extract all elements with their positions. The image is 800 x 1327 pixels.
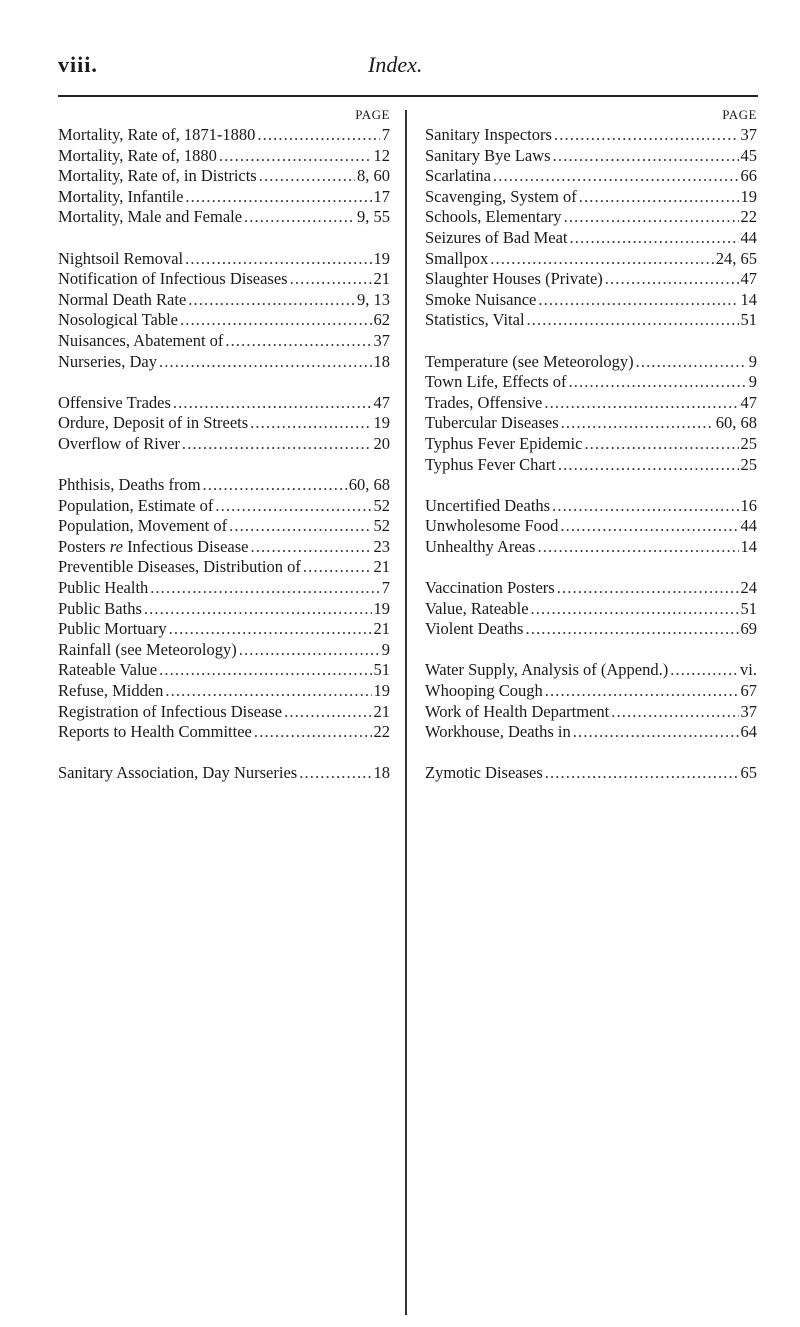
dot-leader	[159, 660, 371, 681]
entry-label: Mortality, Infantile	[58, 186, 184, 206]
index-entry	[425, 455, 757, 476]
index-entry	[58, 331, 390, 352]
page-folio: viii.	[58, 52, 98, 77]
index-groups	[425, 125, 757, 784]
group-gap	[58, 455, 390, 476]
entry-pages: 62	[373, 310, 390, 330]
entry-pages: 24	[740, 578, 757, 598]
dot-leader	[185, 187, 371, 208]
entry-label: Sanitary Inspectors	[425, 125, 552, 144]
entry-label: Zymotic Diseases	[425, 763, 543, 783]
dot-leader	[169, 619, 372, 640]
entry-label: Preventible Diseases, Distribution of	[58, 557, 301, 577]
index-entry	[58, 207, 390, 228]
entry-label: Slaughter Houses (Private)	[425, 269, 603, 289]
entry-label: Nuisances, Abatement of	[58, 330, 224, 350]
entry-label: Mortality, Rate of, in Districts	[58, 166, 257, 186]
index-column-left	[58, 105, 390, 784]
page-title: Index.	[368, 52, 423, 77]
index-entry	[58, 187, 390, 208]
dot-leader	[553, 146, 739, 167]
entry-label: Water Supply, Analysis of (Append.)	[425, 660, 669, 680]
entry-pages: vi.	[740, 660, 757, 680]
dot-leader	[545, 763, 739, 784]
dot-leader	[670, 660, 738, 681]
dot-leader	[605, 269, 739, 290]
entry-label: Public Health	[58, 578, 149, 598]
entry-pages: 18	[373, 763, 390, 783]
dot-leader	[284, 702, 371, 723]
entry-pages: 65	[740, 763, 757, 783]
entry-pages: 51	[373, 660, 390, 680]
entry-pages: 25	[740, 454, 757, 474]
entry-pages: 9	[748, 351, 757, 371]
dot-leader	[290, 269, 372, 290]
dot-leader	[569, 372, 747, 393]
index-entry	[425, 537, 757, 558]
entry-pages: 23	[373, 536, 390, 556]
dot-leader	[303, 557, 372, 578]
entry-label: Value, Rateable	[425, 598, 529, 618]
entry-label: Public Baths	[58, 598, 142, 618]
entry-pages: 45	[740, 145, 757, 165]
index-entry	[425, 434, 757, 455]
index-entry	[425, 166, 757, 187]
entry-label: Nightsoil Removal	[58, 248, 184, 268]
entry-pages: 37	[740, 701, 757, 721]
dot-leader	[239, 640, 380, 661]
group-gap	[425, 475, 757, 496]
dot-leader	[561, 413, 714, 434]
dot-leader	[560, 516, 738, 537]
header-rule	[58, 95, 758, 97]
entry-label: Nosological Table	[58, 310, 178, 330]
entry-label: Phthisis, Deaths from	[58, 475, 201, 495]
index-entry	[425, 290, 757, 311]
entry-pages: 21	[373, 701, 390, 721]
entry-pages: 69	[740, 619, 757, 639]
entry-pages: 24, 65	[715, 248, 757, 268]
entry-label: Smallpox	[425, 248, 489, 268]
entry-label: Workhouse, Deaths in	[425, 722, 571, 742]
index-entry	[425, 352, 757, 373]
entry-label: Refuse, Midden	[58, 681, 164, 701]
entry-pages: 14	[740, 289, 757, 309]
index-entry	[425, 599, 757, 620]
index-entry	[425, 660, 757, 681]
entry-pages: 19	[373, 681, 390, 701]
entry-label: Registration of Infectious Disease	[58, 701, 283, 721]
entry-label: Posters re Infectious Disease	[58, 536, 249, 556]
entry-pages: 60, 68	[715, 413, 757, 433]
entry-label: Temperature (see Meteorology)	[425, 351, 634, 371]
index-entry	[58, 599, 390, 620]
entry-pages: 9	[748, 372, 757, 392]
entry-pages: 9	[381, 639, 390, 659]
dot-leader	[182, 434, 372, 455]
dot-leader	[611, 702, 738, 723]
group-gap	[58, 228, 390, 249]
entry-pages: 67	[740, 681, 757, 701]
index-entry	[425, 125, 757, 146]
index-entry	[58, 352, 390, 373]
index-entry	[425, 393, 757, 414]
entry-label: Typhus Fever Epidemic	[425, 433, 583, 453]
entry-label: Sanitary Association, Day Nurseries	[58, 763, 298, 783]
index-entry	[58, 393, 390, 414]
entry-label: Notification of Infectious Diseases	[58, 269, 288, 289]
index-entry	[425, 187, 757, 208]
entry-label: Mortality, Rate of, 1880	[58, 145, 217, 165]
index-entry	[425, 413, 757, 434]
entry-pages: 47	[740, 269, 757, 289]
index-entry	[425, 249, 757, 270]
entry-pages: 17	[373, 186, 390, 206]
entry-pages: 21	[373, 269, 390, 289]
index-entry	[58, 722, 390, 743]
entry-pages: 66	[740, 166, 757, 186]
column-divider	[405, 110, 407, 1315]
entry-pages: 47	[373, 392, 390, 412]
entry-label: Schools, Elementary	[425, 207, 562, 227]
entry-label: Ordure, Deposit of in Streets	[58, 413, 249, 433]
index-entry	[425, 763, 757, 784]
entry-pages: 7	[381, 125, 390, 144]
entry-pages: 64	[740, 722, 757, 742]
entry-pages: 47	[740, 392, 757, 412]
dot-leader	[573, 722, 739, 743]
index-entry	[425, 722, 757, 743]
dot-leader	[250, 413, 371, 434]
dot-leader	[159, 352, 372, 373]
entry-label: Statistics, Vital	[425, 310, 525, 330]
entry-label: Unwholesome Food	[425, 516, 559, 536]
entry-pages: 52	[373, 495, 390, 515]
index-entry	[58, 146, 390, 167]
index-entry	[425, 496, 757, 517]
dot-leader	[150, 578, 379, 599]
dot-leader	[531, 599, 739, 620]
entry-label: Sanitary Bye Laws	[425, 145, 551, 165]
index-entry	[58, 660, 390, 681]
index-entry	[425, 310, 757, 331]
entry-label: Population, Movement of	[58, 516, 228, 536]
dot-leader	[544, 393, 738, 414]
index-entry	[58, 413, 390, 434]
entry-label: Overflow of River	[58, 433, 180, 453]
index-entry	[58, 496, 390, 517]
dot-leader	[173, 393, 372, 414]
entry-label: Seizures of Bad Meat	[425, 227, 568, 247]
dot-leader	[165, 681, 371, 702]
entry-pages: 9, 13	[357, 289, 390, 309]
entry-pages: 12	[373, 145, 390, 165]
entry-label: Offensive Trades	[58, 392, 171, 412]
index-entry	[58, 475, 390, 496]
entry-label: Vaccination Posters	[425, 578, 555, 598]
dot-leader	[545, 681, 739, 702]
dot-leader	[493, 166, 739, 187]
entry-label: Trades, Offensive	[425, 392, 543, 412]
index-column-right	[425, 105, 757, 784]
index-entry	[425, 207, 757, 228]
group-gap	[58, 743, 390, 764]
entry-label: Scarlatina	[425, 166, 491, 186]
entry-pages: 19	[373, 598, 390, 618]
entry-pages: 7	[381, 578, 390, 598]
dot-leader	[570, 228, 739, 249]
dot-leader	[584, 434, 738, 455]
dot-leader	[180, 310, 372, 331]
entry-label: Normal Death Rate	[58, 289, 187, 309]
entry-label: Nurseries, Day	[58, 351, 157, 371]
entry-label: Unhealthy Areas	[425, 536, 536, 556]
entry-label: Violent Deaths	[425, 619, 524, 639]
entry-pages: 9, 55	[357, 207, 390, 227]
entry-pages: 14	[740, 536, 757, 556]
entry-pages: 21	[373, 557, 390, 577]
dot-leader	[225, 331, 371, 352]
group-gap	[58, 372, 390, 393]
index-entry	[425, 619, 757, 640]
dot-leader	[188, 290, 355, 311]
index-entry	[58, 290, 390, 311]
index-entry	[425, 228, 757, 249]
index-entry	[58, 249, 390, 270]
entry-pages: 20	[373, 433, 390, 453]
index-entry	[425, 702, 757, 723]
entry-pages: 19	[373, 248, 390, 268]
entry-pages: 44	[740, 227, 757, 247]
entry-label: Tubercular Diseases	[425, 413, 559, 433]
entry-label: Population, Estimate of	[58, 495, 214, 515]
index-entry	[58, 619, 390, 640]
dot-leader	[490, 249, 713, 270]
entry-pages: 60, 68	[348, 475, 390, 495]
group-gap	[425, 743, 757, 764]
entry-pages: 8, 60	[357, 166, 390, 186]
entry-label: Town Life, Effects of	[425, 372, 567, 392]
index-entry	[58, 125, 390, 146]
entry-pages: 22	[740, 207, 757, 227]
dot-leader	[257, 125, 379, 146]
index-entry	[58, 166, 390, 187]
dot-leader	[215, 496, 371, 517]
entry-label: Mortality, Male and Female	[58, 207, 243, 227]
dot-leader	[259, 166, 355, 187]
entry-pages: 51	[740, 310, 757, 330]
entry-pages: 18	[373, 351, 390, 371]
index-entry	[425, 269, 757, 290]
index-groups	[58, 125, 390, 784]
entry-pages: 19	[740, 186, 757, 206]
entry-label: Work of Health Department	[425, 701, 610, 721]
dot-leader	[203, 475, 347, 496]
entry-label: Uncertified Deaths	[425, 495, 551, 515]
group-gap	[425, 331, 757, 352]
page-header	[58, 52, 758, 92]
entry-label: Rainfall (see Meteorology)	[58, 639, 237, 659]
entry-pages: 25	[740, 433, 757, 453]
entry-pages: 22	[373, 722, 390, 742]
entry-pages: 52	[373, 516, 390, 536]
entry-label: Typhus Fever Chart	[425, 454, 556, 474]
index-entry	[58, 681, 390, 702]
entry-label: Mortality, Rate of, 1871-1880	[58, 125, 256, 144]
dot-leader	[250, 537, 371, 558]
entry-pages: 51	[740, 598, 757, 618]
dot-leader	[254, 722, 372, 743]
dot-leader	[554, 125, 739, 146]
dot-leader	[527, 310, 739, 331]
index-entry	[425, 372, 757, 393]
entry-pages: 21	[373, 619, 390, 639]
page-column-label: PAGE	[355, 107, 390, 122]
dot-leader	[244, 207, 355, 228]
entry-pages: 16	[740, 495, 757, 515]
index-entry	[58, 434, 390, 455]
entry-label: Reports to Health Committee	[58, 722, 252, 742]
dot-leader	[564, 207, 739, 228]
index-entry	[58, 702, 390, 723]
entry-label: Scavenging, System of	[425, 186, 577, 206]
entry-pages: 37	[373, 330, 390, 350]
dot-leader	[538, 290, 738, 311]
dot-leader	[558, 455, 739, 476]
index-entry	[58, 578, 390, 599]
index-entry	[425, 516, 757, 537]
dot-leader	[219, 146, 372, 167]
index-entry	[58, 537, 390, 558]
index-entry	[58, 516, 390, 537]
group-gap	[425, 557, 757, 578]
dot-leader	[579, 187, 739, 208]
entry-label: Public Mortuary	[58, 619, 167, 639]
index-entry	[58, 310, 390, 331]
index-entry	[58, 763, 390, 784]
entry-label: Whooping Cough	[425, 681, 543, 701]
dot-leader	[636, 352, 747, 373]
index-entry	[58, 557, 390, 578]
entry-pages: 44	[740, 516, 757, 536]
index-entry	[58, 269, 390, 290]
index-entry	[425, 146, 757, 167]
entry-label: Smoke Nuisance	[425, 289, 537, 309]
dot-leader	[557, 578, 739, 599]
dot-leader	[144, 599, 372, 620]
page-column-label: PAGE	[722, 107, 757, 122]
dot-leader	[185, 249, 371, 270]
entry-label: Rateable Value	[58, 660, 158, 680]
entry-pages: 37	[740, 125, 757, 144]
index-entry	[58, 640, 390, 661]
group-gap	[425, 640, 757, 661]
dot-leader	[229, 516, 371, 537]
dot-leader	[537, 537, 738, 558]
dot-leader	[552, 496, 738, 517]
dot-leader	[299, 763, 371, 784]
entry-pages: 19	[373, 413, 390, 433]
dot-leader	[525, 619, 738, 640]
index-entry	[425, 681, 757, 702]
index-entry	[425, 578, 757, 599]
